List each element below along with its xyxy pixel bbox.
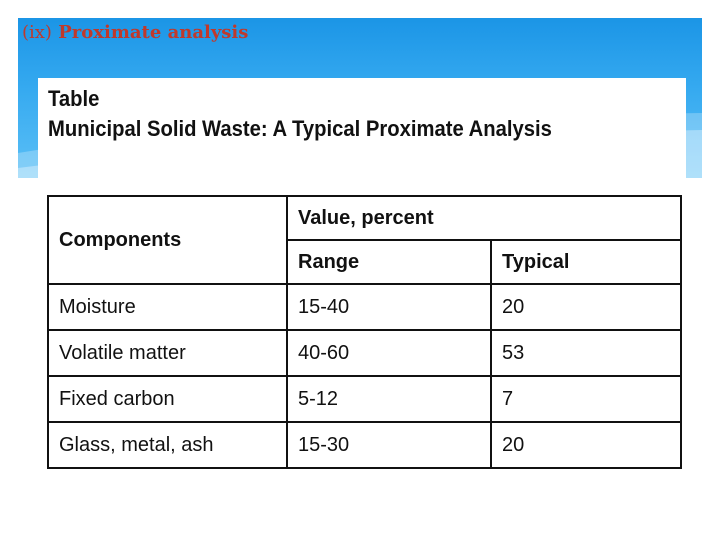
range-cell: 5-12	[287, 376, 491, 422]
proximate-analysis-table	[47, 195, 682, 469]
typical-cell: 53	[491, 330, 681, 376]
typical-cell: 20	[491, 422, 681, 468]
caption-line-1: Table	[48, 86, 100, 111]
component-cell: Volatile matter	[48, 330, 287, 376]
range-cell: 15-30	[287, 422, 491, 468]
typical-cell: 20	[491, 284, 681, 330]
range-cell: 40-60	[287, 330, 491, 376]
value-percent-header: Value, percent	[287, 196, 681, 240]
range-header: Range	[287, 240, 491, 284]
slide-number: (ix)	[22, 22, 52, 43]
typical-cell: 7	[491, 376, 681, 422]
component-cell: Moisture	[48, 284, 287, 330]
table-caption	[48, 84, 552, 144]
slide-title	[22, 22, 248, 43]
table-row	[48, 284, 681, 330]
component-cell: Fixed carbon	[48, 376, 287, 422]
table-row	[48, 376, 681, 422]
range-cell: 15-40	[287, 284, 491, 330]
component-cell: Glass, metal, ash	[48, 422, 287, 468]
table-row	[48, 330, 681, 376]
typical-header: Typical	[491, 240, 681, 284]
table-row	[48, 422, 681, 468]
components-header: Components	[48, 196, 287, 284]
slide-title-text: Proximate analysis	[58, 22, 249, 43]
caption-line-2: Municipal Solid Waste: A Typical Proximate Analysis	[48, 116, 552, 141]
